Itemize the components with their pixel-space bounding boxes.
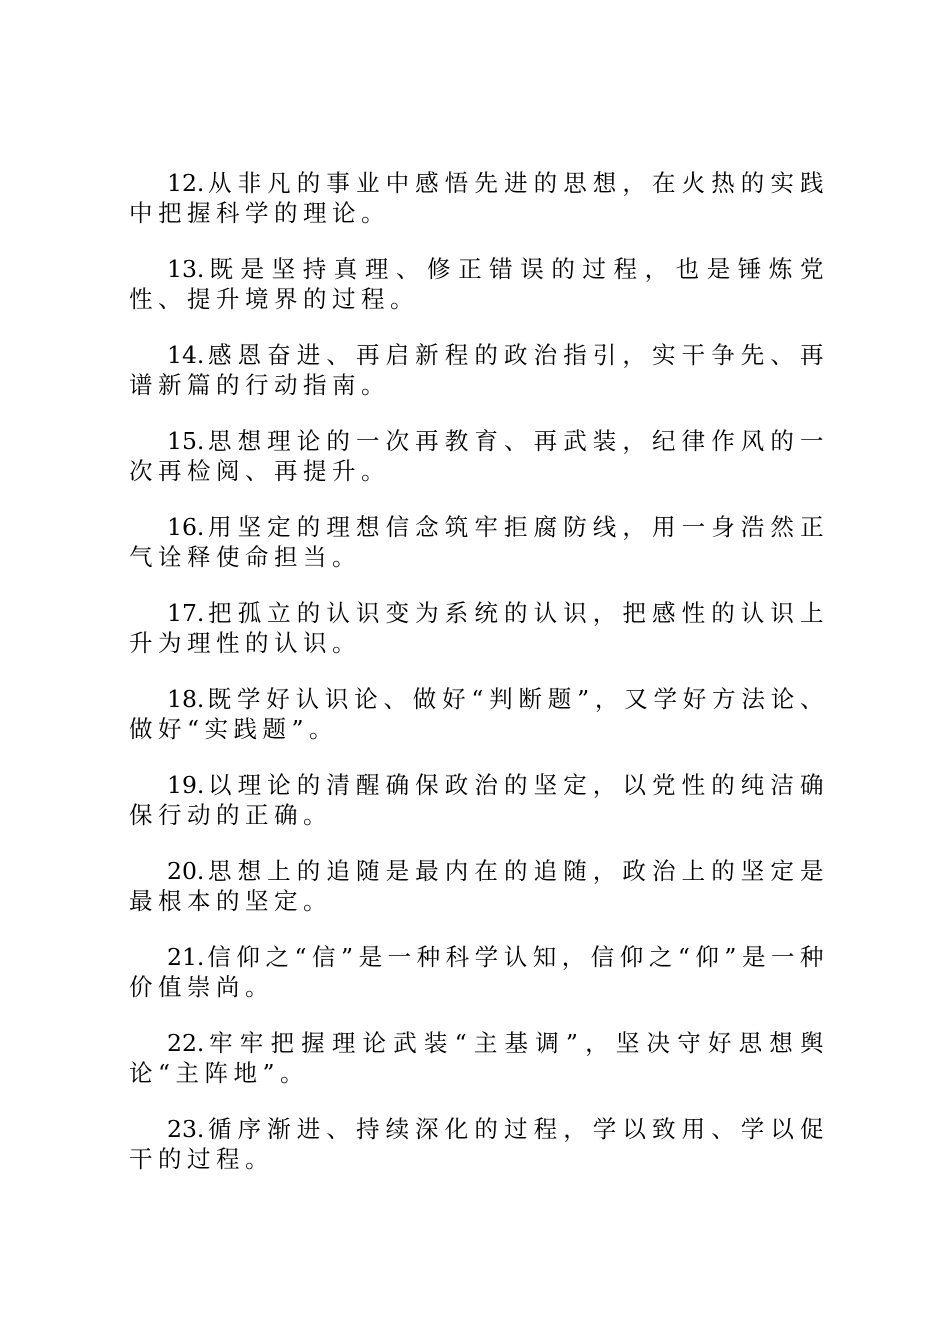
item-text: 循序渐进、持续深化的过程，学以致用、学以促干的过程。 [129, 1115, 829, 1173]
item-text: 感恩奋进、再启新程的政治指引，实干争先、再谱新篇的行动指南。 [129, 341, 829, 399]
item-text: 牢牢把握理论武装“主基调”，坚决守好思想舆论“主阵地”。 [129, 1029, 829, 1087]
item-number: 17. [167, 599, 205, 627]
list-item [129, 856, 829, 916]
item-text: 以理论的清醒确保政治的坚定，以党性的纯洁确保行动的正确。 [129, 771, 829, 829]
numbered-list [129, 168, 829, 1200]
item-text: 从非凡的事业中感悟先进的思想，在火热的实践中把握科学的理论。 [129, 169, 829, 227]
item-text: 既是坚持真理、修正错误的过程，也是锤炼党性、提升境界的过程。 [129, 255, 829, 313]
list-item [129, 1028, 829, 1088]
list-item [129, 168, 829, 228]
list-item [129, 340, 829, 400]
item-text: 思想上的追随是最内在的追随，政治上的坚定是最根本的坚定。 [129, 857, 829, 915]
list-item [129, 426, 829, 486]
list-item [129, 684, 829, 744]
item-text: 用坚定的理想信念筑牢拒腐防线，用一身浩然正气诠释使命担当。 [129, 513, 829, 571]
item-number: 18. [167, 685, 205, 713]
item-number: 15. [167, 427, 205, 455]
item-number: 16. [167, 513, 205, 541]
item-text: 信仰之“信”是一种科学认知，信仰之“仰”是一种价值崇尚。 [129, 943, 829, 1001]
item-text: 思想理论的一次再教育、再武装，纪律作风的一次再检阅、再提升。 [129, 427, 829, 485]
item-text: 把孤立的认识变为系统的认识，把感性的认识上升为理性的认识。 [129, 599, 829, 657]
item-number: 12. [167, 169, 205, 197]
list-item [129, 254, 829, 314]
item-number: 13. [167, 255, 205, 283]
list-item [129, 770, 829, 830]
item-number: 19. [167, 771, 205, 799]
item-number: 22. [167, 1029, 205, 1057]
list-item [129, 1114, 829, 1174]
list-item [129, 942, 829, 1002]
list-item [129, 598, 829, 658]
item-number: 23. [167, 1115, 205, 1143]
item-text: 既学好认识论、做好“判断题”，又学好方法论、做好“实践题”。 [129, 685, 829, 743]
item-number: 21. [167, 943, 205, 971]
item-number: 14. [167, 341, 205, 369]
list-item [129, 512, 829, 572]
item-number: 20. [167, 857, 205, 885]
